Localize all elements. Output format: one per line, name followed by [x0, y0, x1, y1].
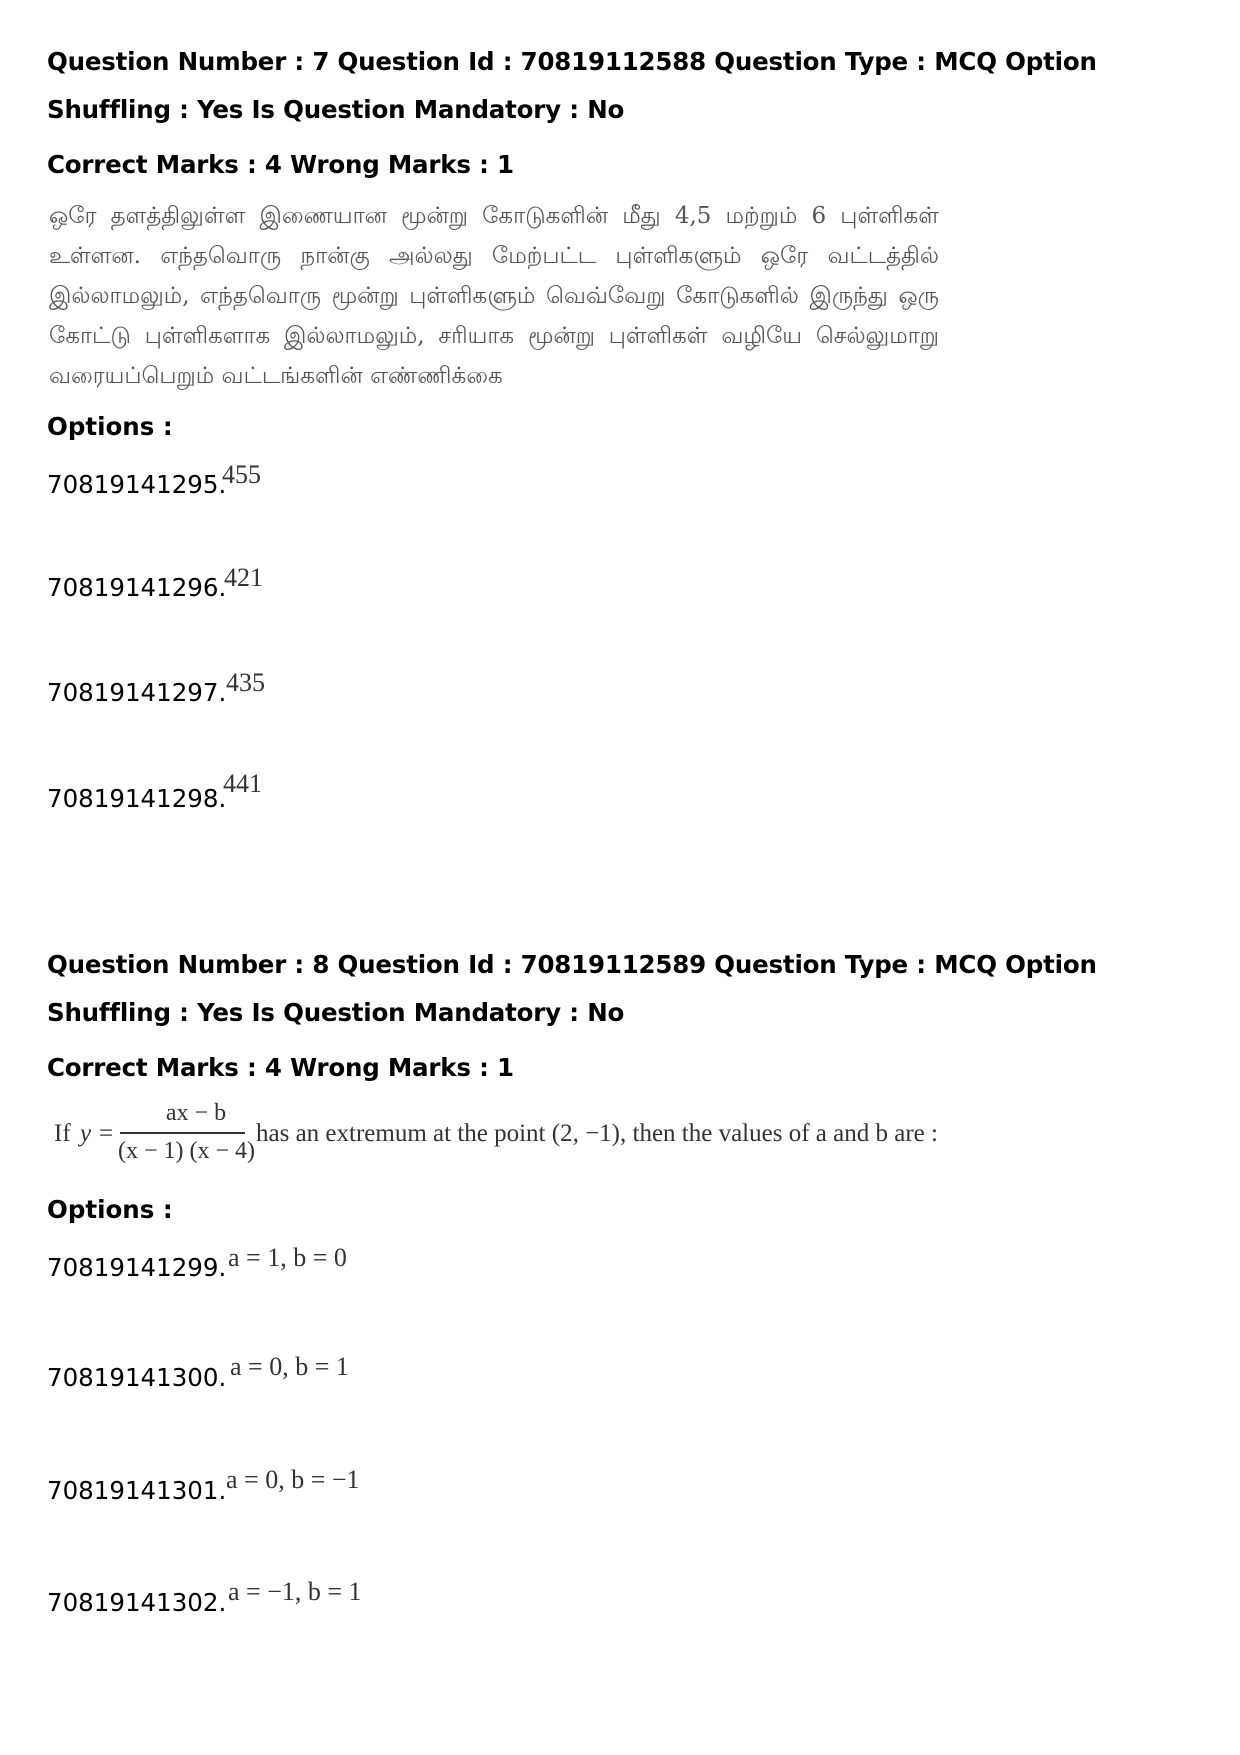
question-8-marks: Correct Marks : 4 Wrong Marks : 1	[47, 1053, 514, 1082]
question-8-stem-numerator: ax − b	[165, 1100, 227, 1126]
question-7-option-1-value: 455	[222, 460, 261, 489]
question-8-option-1-value: a = 1, b = 0	[228, 1243, 347, 1272]
question-8-stem-variable: y =	[80, 1120, 115, 1147]
question-7-option-2-value: 421	[224, 563, 263, 592]
question-8-option-4-id: 70819141302.	[47, 1588, 227, 1617]
question-8-option-4-value: a = −1, b = 1	[228, 1577, 362, 1606]
question-7-option-2-id: 70819141296.	[47, 573, 227, 602]
question-8-fraction-bar	[120, 1132, 245, 1134]
question-7-option-4-id: 70819141298.	[47, 784, 227, 813]
question-7-stem: ஒரே தளத்திலுள்ள இணையான மூன்று கோடுகளின் மீது 4,5 மற்றும் 6 புள்ளிகள் உள்ளன. எந்தவொரு நான்கு அல்லது மேற்பட்ட புள்ளிகளும் ஒரே வட்டத்தில் இல்லாமலும், எந்தவொரு மூன்று புள்ளிகளும் வெவ்வேறு கோடுகளில் இருந்து ஒரு கோட்டு புள்ளிகளாக இல்லாமலும், சரியாக மூன்று புள்ளிகள் வழியே செல்லுமாறு வரையப்பெறும் வட்டங்களின் எண்ணிக்கை	[49, 203, 940, 389]
question-8-header: Question Number : 8 Question Id : 70819112589 Question Type : MCQ Option Shuffling : Yes Is Question Mandatory : No	[47, 950, 1097, 1027]
question-8-option-1-id: 70819141299.	[47, 1253, 227, 1282]
question-8-stem-suffix: has an extremum at the point (2, −1), then the values of a and b are :	[256, 1120, 938, 1147]
question-8-option-2-value: a = 0, b = 1	[230, 1352, 349, 1381]
question-8-stem-prefix: If	[54, 1120, 71, 1147]
question-8-stem-denominator: (x − 1) (x − 4)	[118, 1138, 256, 1164]
question-7-header: Question Number : 7 Question Id : 70819112588 Question Type : MCQ Option Shuffling : Yes Is Question Mandatory : No	[47, 47, 1097, 124]
question-7-marks: Correct Marks : 4 Wrong Marks : 1	[47, 150, 514, 179]
question-8-options-label: Options :	[47, 1195, 173, 1224]
question-7-option-3-id: 70819141297.	[47, 678, 227, 707]
question-7-option-1-id: 70819141295.	[47, 470, 227, 499]
question-8-option-2-id: 70819141300.	[47, 1363, 227, 1392]
question-7-option-4-value: 441	[223, 769, 262, 798]
question-7-option-3-value: 435	[226, 668, 265, 697]
question-7-options-label: Options :	[47, 412, 173, 441]
question-8-option-3-id: 70819141301.	[47, 1476, 227, 1505]
question-8-option-3-value: a = 0, b = −1	[226, 1465, 360, 1494]
